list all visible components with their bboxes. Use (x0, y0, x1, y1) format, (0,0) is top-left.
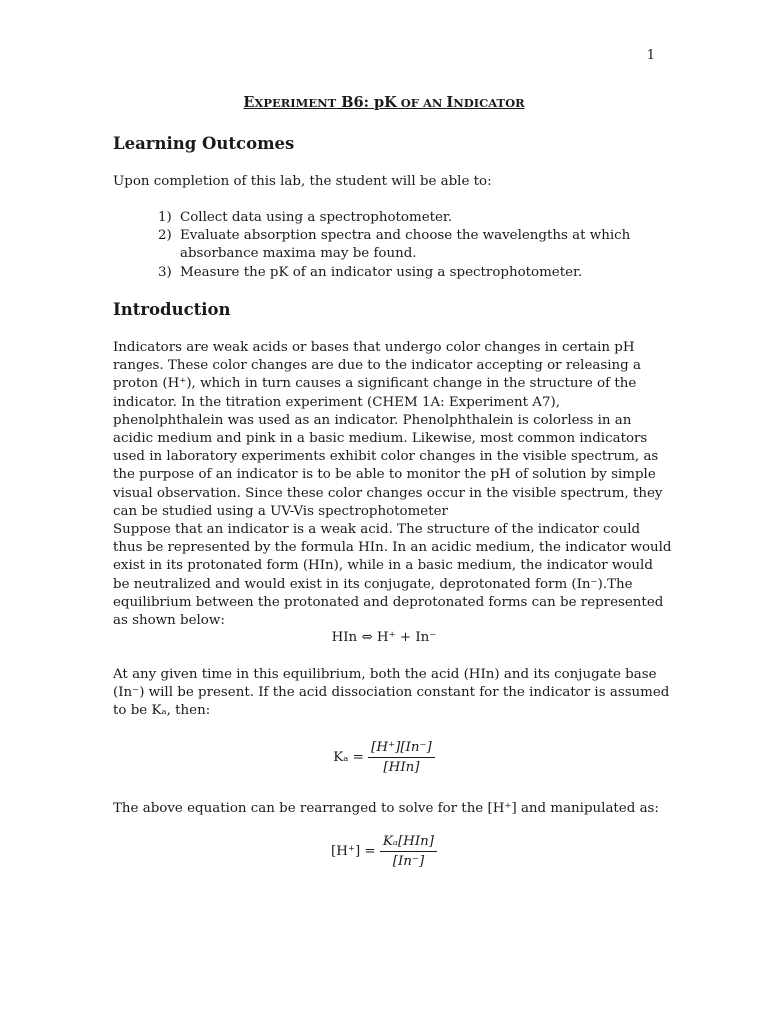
introduction-paragraph-3: At any given time in this equilibrium, both the acid (HIn) and its conjugate base (In⁻) will be present. If the acid dissociation constant for the indicator is assumed to be Kₐ, then: (113, 667, 670, 719)
learning-outcomes-intro: Upon completion of this lab, the student will be able to: (113, 174, 492, 189)
h-equation (0, 834, 768, 869)
fraction-bar (368, 757, 435, 758)
h-numerator: Kₐ[HIn] (382, 834, 434, 849)
introduction-paragraph-1: Indicators are weak acids or bases that undergo color changes in certain pH ranges. These color changes are due to the indicator accepting or releasing a proton (H⁺), which in turn causes a significant change in the structure of the indicator. In the titration experiment (CHEM 1A: Experiment A7), phenolphthalein was used as an indicator. Phenolphthalein is colorless in an acidic medium and pink in a basic medium. Likewise, most common indicators used in laboratory experiments exhibit color changes in the visible spectrum, as the purpose of an indicator is to be able to monitor the pH of solution by simple visual observation. Since these color changes occur in the visible spectrum, they can be studied using a UV-Vis spectrophotometer (113, 340, 663, 519)
list-item-number: 3) (158, 264, 172, 280)
ka-denominator: [HIn] (383, 760, 420, 775)
learning-outcomes-heading: Learning Outcomes (113, 134, 295, 153)
list-item (158, 264, 658, 282)
fraction-bar (380, 851, 437, 852)
title-part: B6: pK (336, 94, 397, 111)
introduction-paragraph-4: The above equation can be rearranged to solve for the [H⁺] and manipulated as: (113, 801, 659, 816)
title-part: NDICATOR (453, 96, 525, 110)
ka-equation (0, 740, 768, 775)
ka-equation-lhs: Kₐ = (333, 750, 364, 765)
equilibrium-equation: HIn ⇔ H⁺ + In⁻ (331, 630, 437, 645)
introduction-paragraph-2: Suppose that an indicator is a weak acid. The structure of the indicator could thus be represented by the formula HIn. In an acidic medium, the indicator would exist in its protonated form (HIn), while in a basic medium, the indicator would be neutralized and would exist in its conjugate, deprotonated form (In⁻).The equilibrium between the protonated and deprotonated forms can be represented as shown below: (113, 522, 672, 629)
list-item-text: Measure the pK of an indicator using a spectrophotometer. (180, 264, 583, 280)
list-item-number: 2) (158, 228, 172, 244)
page-number: 1 (646, 48, 655, 63)
h-equation-lhs: [H⁺] = (330, 844, 376, 859)
h-denominator: [In⁻] (392, 854, 425, 869)
list-item-text: Collect data using a spectrophotometer. (180, 210, 453, 225)
ka-fraction (368, 740, 435, 775)
document-title (0, 94, 768, 111)
title-part: I (446, 94, 454, 111)
title-part: XPERIMENT (254, 96, 337, 110)
title-part: E (243, 94, 255, 111)
title-part: OF AN (396, 96, 447, 110)
h-fraction (380, 834, 437, 869)
list-item (158, 209, 658, 227)
list-item-number: 1) (158, 210, 172, 225)
list-item (158, 227, 658, 263)
learning-outcomes-list (158, 209, 658, 282)
ka-numerator: [H⁺][In⁻] (371, 740, 432, 755)
list-item-text: Evaluate absorption spectra and choose the wavelengths at which absorbance maxima may be found. (180, 228, 631, 262)
introduction-heading: Introduction (113, 300, 231, 319)
